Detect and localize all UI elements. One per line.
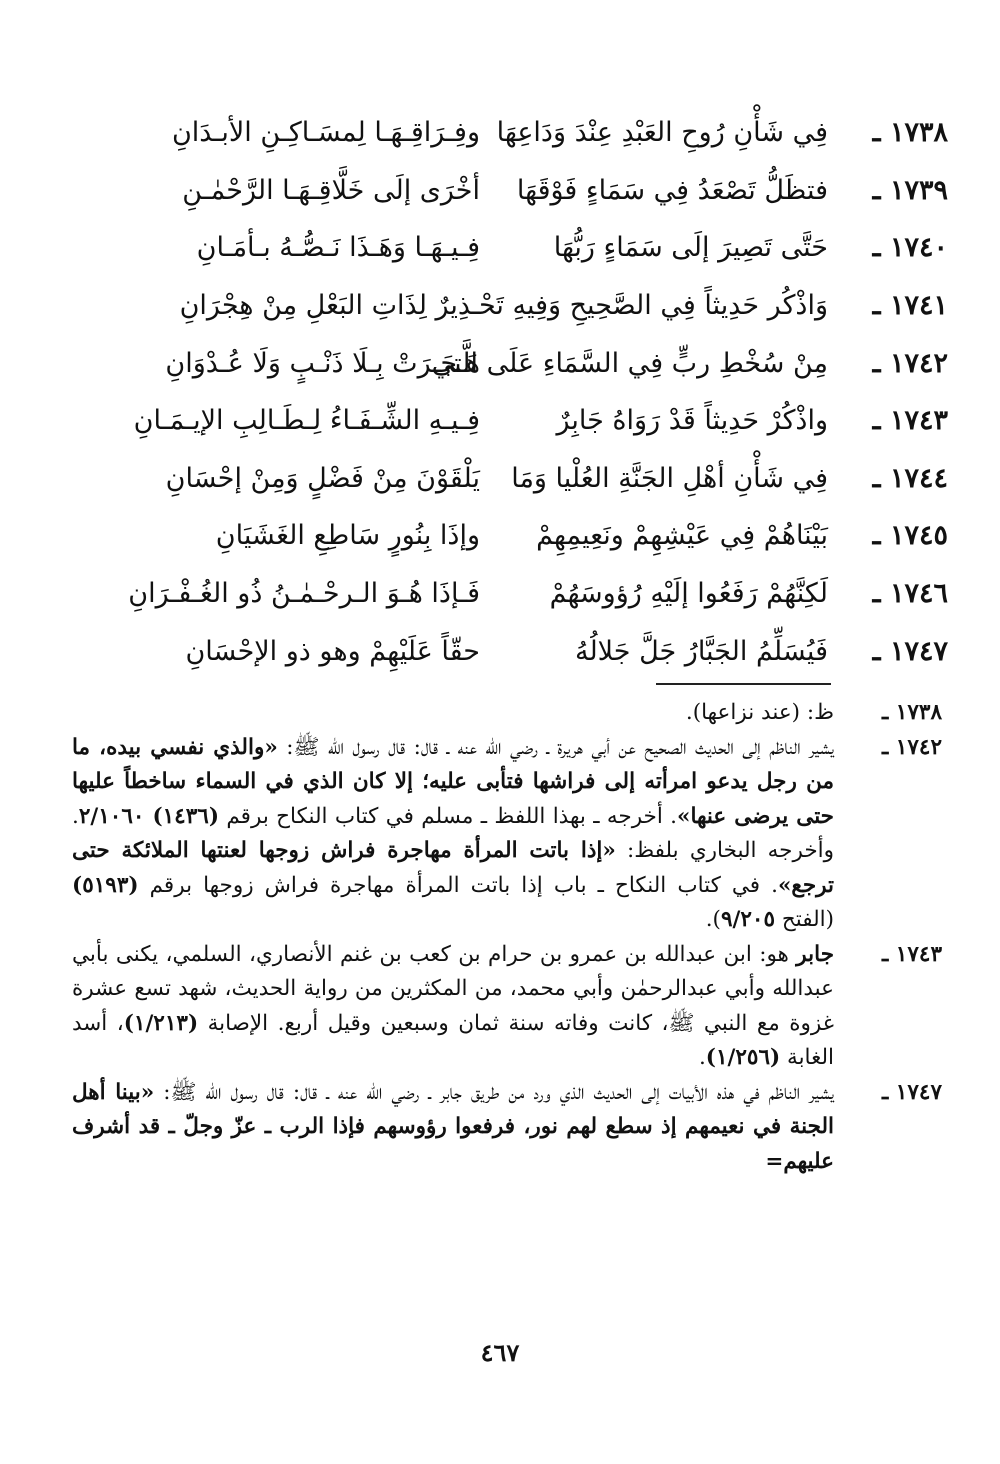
footnote-segment: . <box>698 1045 706 1070</box>
verse-line <box>60 507 948 565</box>
verse-number: ١٧٤٣ ـ <box>872 405 948 437</box>
footnote <box>72 731 942 938</box>
verse-number: ١٧٣٩ ـ <box>872 174 948 206</box>
verse-second-hemistich: يَلْقَوْنَ مِنْ فَضْلٍ وَمِنْ إحْسَانِ <box>165 462 480 494</box>
footnote-number: ١٧٣٨ ـ <box>882 700 942 725</box>
verse-line <box>60 162 948 220</box>
verse-line <box>60 104 948 162</box>
footnote-bold-segment: جابر <box>796 941 834 967</box>
footnote-segment: ظ: (عند نزاعها). <box>685 700 834 725</box>
footnote-text <box>72 938 834 1076</box>
verse-second-hemistich: ـذِيرٌ لِذَاتِ البَعْلِ مِنْ هِجْرَانِ <box>179 290 480 322</box>
footnote-segment: . أخرجه ـ بهذا اللفظ ـ مسلم في كتاب النكاح برقم <box>219 803 678 829</box>
verse-first-hemistich: فِي شَأْنِ رُوحِ العَبْدِ عِنْدَ وَدَاعِهَا <box>496 117 828 149</box>
verse-first-hemistich: حَتَّى تَصِيرَ إلَى سَمَاءٍ رَبُّهَا <box>553 232 828 264</box>
verse-second-hemistich: هَـجَـرَتْ بِـلَا ذَنْـبٍ وَلَا عُـدْوَانِ <box>165 347 480 379</box>
footnote-number: ١٧٤٣ ـ <box>882 941 942 967</box>
footnote-bold-segment: (٥١٩٣) <box>72 872 139 898</box>
footnote-bold-segment: (١/٢٥٦) <box>705 1045 781 1070</box>
verse-first-hemistich: فِي شَأْنِ أهْلِ الجَنَّةِ العُلْيا وَمَا <box>511 462 828 494</box>
footnote-segment: هو: ابن عبدالله بن عمرو بن حرام بن كعب بن غنم الأنصاري، السلمي، يكنى بأبي عبدالله وأبي عبدالرحمٰن وأبي محمد، من المكثرين من رواية الحديث، شهد تسع عشرة غزوة مع النبي ﷺ، كانت وفاته سنة ثمان وسبعين وقيل أربع. الإصابة <box>72 941 835 1036</box>
page-number: ٤٦٧ <box>480 1338 520 1367</box>
verse-second-hemistich: أخْرَى إلَى خَلَّاقِـهَـا الرَّحْمٰـنِ <box>182 174 480 206</box>
verse-second-hemistich: وفِـرَاقِـهَـا لِمسَـاكِـنِ الأبـدَانِ <box>171 117 480 149</box>
footnote-text <box>72 731 834 938</box>
footnote-bold-segment: «إذا باتت المرأة مهاجرة فراش زوجها لعنتها الملائكة حتى ترجع» <box>72 838 834 898</box>
footnote-bold-segment: «والذي نفسي بيده، ما من رجل يدعو امرأته إلى فراشها فتأبى عليه؛ إلا كان الذي في السماء ساخطاً عليها حتى يرضى عنها» <box>72 734 834 829</box>
verse-line <box>60 334 948 392</box>
verse-second-hemistich: فَـإذَا هُـوَ الـرحْـمٰـنُ ذُو الغُـفْـرَانِ <box>128 578 480 610</box>
footnote-bold-segment: (١٤٣٦) ٢/١٠٦٠ <box>78 803 220 829</box>
verse-line <box>60 392 948 450</box>
verse-first-hemistich: واذْكُرْ حَدِيثاً قَدْ رَوَاهُ جَابِرٌ <box>556 405 828 437</box>
footnote-text <box>72 696 834 731</box>
verse-first-hemistich: وَاذْكُر حَدِيثاً فِي الصَّحِيحِ وَفِيهِ تَحْـ <box>471 290 828 322</box>
footnote-bold-segment: ٩/٢٠٥ <box>720 907 775 932</box>
verse-line <box>60 277 948 335</box>
footnote-bold-segment: (١/٢١٣) <box>123 1010 199 1036</box>
footnote-number: ١٧٤٢ ـ <box>882 734 942 760</box>
verse-list <box>60 104 948 680</box>
verse-number: ١٧٤١ ـ <box>872 290 948 322</box>
verse-first-hemistich: بَيْنَاهُمْ فِي عَيْشِهِمْ ونَعِيمِهِمْ <box>536 520 828 552</box>
footnote-segment: يشير الناظم في هذه الأبيات إلى الحديث الذي ورد من طريق جابر ـ رضي الله عنه ـ قال: قال رسول الله ﷺ: <box>154 1079 834 1105</box>
verse-number: ١٧٤٢ ـ <box>872 347 948 379</box>
footnote-bold-segment: «بينا أهل الجنة في نعيمهم إذ سطع لهم نور، فرفعوا رؤوسهم فإذا الرب ـ عزّ وجلّ ـ قد أشرف عليهم= <box>72 1079 834 1174</box>
footnote <box>72 938 942 1076</box>
footnote-segment: ، أسد الغابة <box>72 1010 834 1070</box>
verse-number: ١٧٣٨ ـ <box>872 117 948 149</box>
verse-number: ١٧٤٦ ـ <box>872 578 948 610</box>
verse-line <box>60 450 948 508</box>
footnote-segment: . في كتاب النكاح ـ باب إذا باتت المرأة مهاجرة فراش زوجها برقم <box>138 872 778 898</box>
footnote-segment: ). <box>705 907 721 932</box>
verse-second-hemistich: وإذَا بِنُورٍ سَاطِعِ الغَشَيَانِ <box>215 520 480 552</box>
verse-second-hemistich: فِـيـهِ الشِّـفَـاءُ لِـطَـالِبِ الإيـمَـانِ <box>133 405 480 437</box>
verse-number: ١٧٤٧ ـ <box>872 635 948 667</box>
verse-first-hemistich: فتظَلُّ تَصْعَدُ فِي سَمَاءٍ فَوْقَهَا <box>516 174 828 206</box>
footnote-number: ١٧٤٧ ـ <box>882 1079 942 1105</box>
footnote-segment: . وأخرجه البخاري بلفظ: <box>72 803 834 863</box>
footnote <box>72 1076 942 1180</box>
footnote <box>72 696 942 731</box>
verse-first-hemistich: لَكِنَّهُمْ رَفَعُوا إلَيْهِ رُؤوسَهُمْ <box>549 578 828 610</box>
verse-first-hemistich: مِنْ سُخْطِ ربٍّ فِي السَّمَاءِ عَلَى الَّتي <box>431 347 828 379</box>
verse-second-hemistich: حقّاً عَلَيْهِمْ وهو ذو الإحْسَانِ <box>185 635 480 667</box>
verse-number: ١٧٤٤ ـ <box>872 462 948 494</box>
footnotes <box>72 696 942 1179</box>
footnote-segment: (الفتح <box>775 907 834 932</box>
footnote-segment: يشير الناظم إلى الحديث الصحيح عن أبي هريرة ـ رضي الله عنه ـ قال: قال رسول الله ﷺ: <box>277 734 834 760</box>
verse-number: ١٧٤٠ ـ <box>872 232 948 264</box>
verse-line <box>60 622 948 680</box>
verse-line <box>60 565 948 623</box>
verse-number: ١٧٤٥ ـ <box>872 520 948 552</box>
verse-first-hemistich: فَيُسَلِّمُ الجَبَّارُ جَلَّ جَلالُهُ <box>574 635 828 667</box>
verse-line <box>60 219 948 277</box>
footnote-text <box>72 1076 834 1180</box>
footnote-separator <box>656 683 831 685</box>
verse-second-hemistich: فِـيـهَـا وَهَـذَا نَـصُّـهُ بـأمَـانِ <box>196 232 480 264</box>
